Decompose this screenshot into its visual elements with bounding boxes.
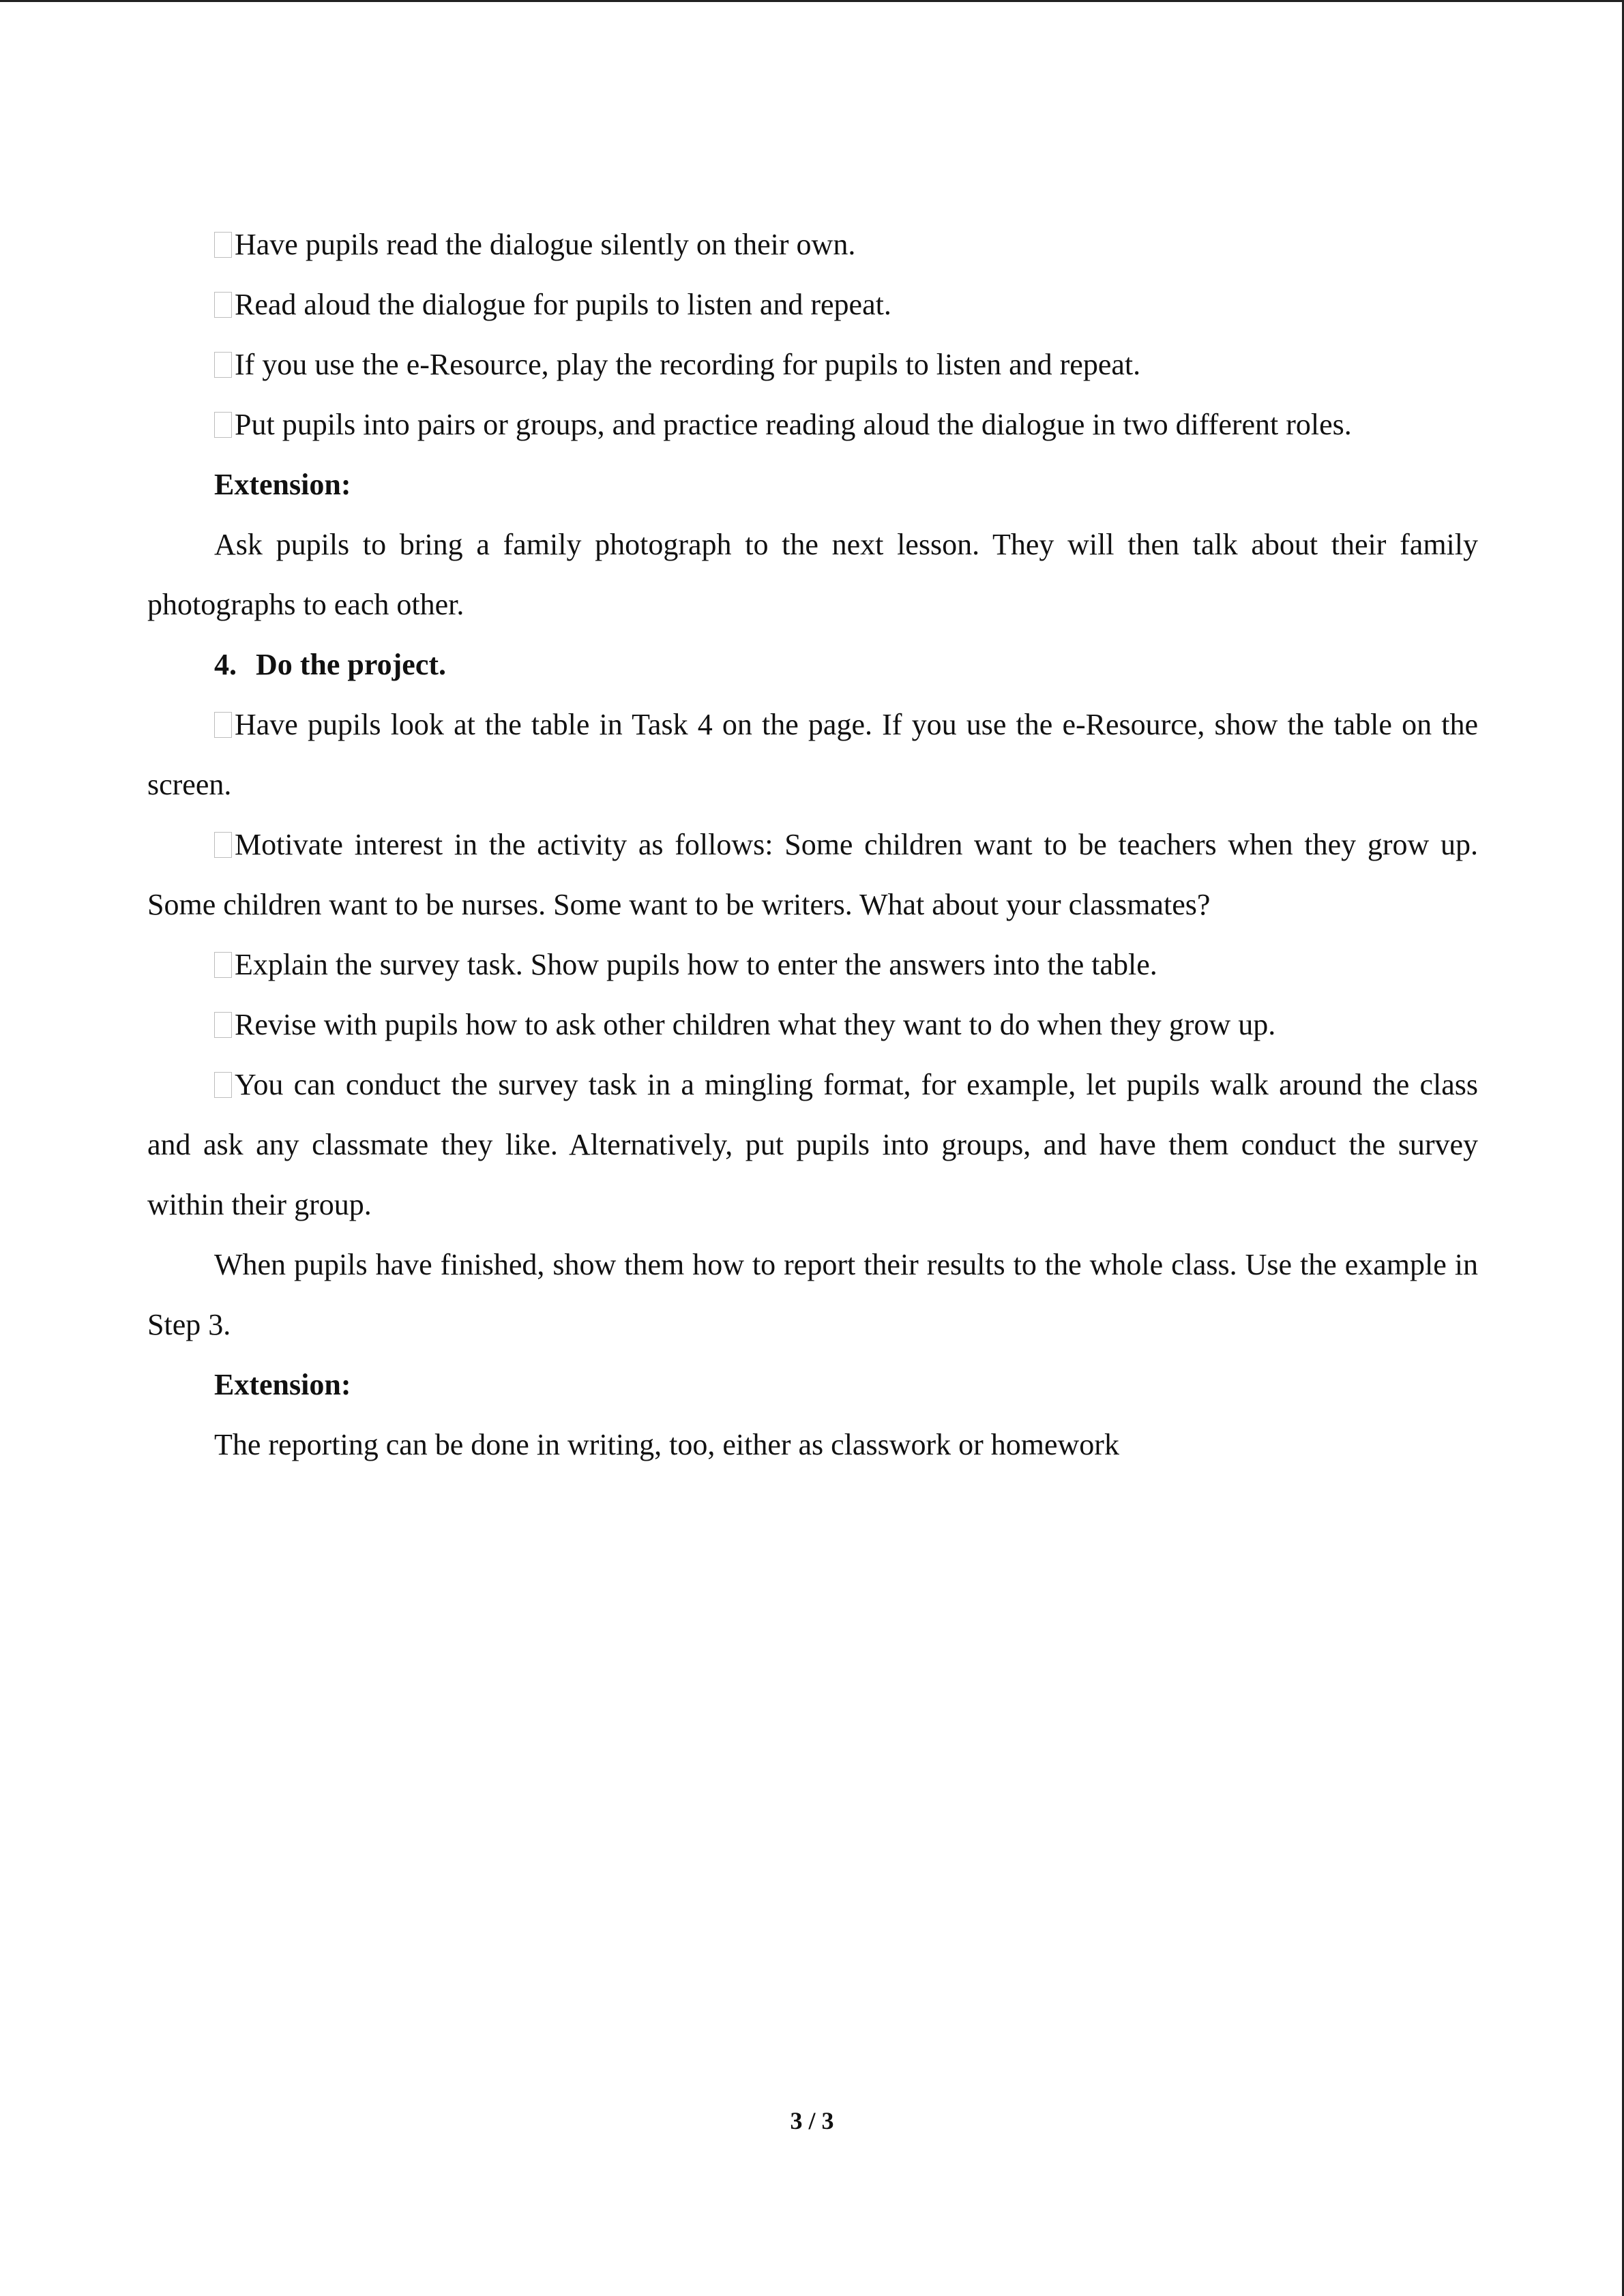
paragraph-text: Read aloud the dialogue for pupils to listen and repeat.: [235, 288, 891, 321]
extension-heading-text: Extension:: [214, 1368, 351, 1401]
paragraph-text: The reporting can be done in writing, too, either as classwork or homework: [214, 1428, 1119, 1461]
paragraph-text: Revise with pupils how to ask other children what they want to do when they grow up.: [235, 1008, 1276, 1041]
paragraph-report-results: [147, 1235, 1478, 1355]
section-number: 4.: [214, 648, 237, 681]
paragraph-text: Ask pupils to bring a family photograph to the next lesson. They will then talk about their family photographs to each other.: [147, 528, 1478, 621]
extension-heading-text: Extension:: [214, 468, 351, 501]
section-heading-do-project: [147, 635, 1478, 695]
bullet-paragraph-revise: [147, 995, 1478, 1055]
section-heading-text: Do the project.: [256, 648, 446, 681]
paragraph-text: Have pupils look at the table in Task 4 on the page. If you use the e-Resource, show the table on the screen.: [147, 708, 1478, 801]
document-body: [147, 215, 1478, 1475]
bullet-paragraph-mingling-format: [147, 1055, 1478, 1235]
missing-glyph-bullet-icon: [214, 1072, 232, 1098]
page-number: 3 / 3: [790, 2107, 834, 2134]
paragraph-text: If you use the e-Resource, play the recording for pupils to listen and repeat.: [235, 348, 1141, 381]
missing-glyph-bullet-icon: [214, 232, 232, 258]
extension-paragraph-reporting: [147, 1415, 1478, 1475]
missing-glyph-bullet-icon: [214, 952, 232, 978]
missing-glyph-bullet-icon: [214, 352, 232, 378]
bullet-paragraph-read-aloud: [147, 275, 1478, 335]
missing-glyph-bullet-icon: [214, 1012, 232, 1038]
missing-glyph-bullet-icon: [214, 292, 232, 318]
bullet-paragraph-read-silently: [147, 215, 1478, 275]
missing-glyph-bullet-icon: [214, 832, 232, 858]
extension-paragraph-family-photo: [147, 515, 1478, 635]
paragraph-text: Put pupils into pairs or groups, and practice reading aloud the dialogue in two different roles.: [235, 408, 1352, 441]
extension-heading: [147, 1355, 1478, 1415]
extension-heading: [147, 455, 1478, 515]
missing-glyph-bullet-icon: [214, 712, 232, 738]
paragraph-text: You can conduct the survey task in a mingling format, for example, let pupils walk around the class and ask any classmate they like. Alternatively, put pupils into groups, and have them conduct the survey within their group.: [147, 1068, 1478, 1221]
bullet-paragraph-motivate-interest: [147, 815, 1478, 935]
bullet-paragraph-play-recording: [147, 335, 1478, 395]
page-number-footer: [0, 2104, 1624, 2138]
bullet-paragraph-pairs-groups: [147, 395, 1478, 455]
paragraph-text: Explain the survey task. Show pupils how to enter the answers into the table.: [235, 948, 1157, 981]
bullet-paragraph-look-at-table: [147, 695, 1478, 815]
paragraph-text: When pupils have finished, show them how to report their results to the whole class. Use the example in Step 3.: [147, 1248, 1478, 1341]
bullet-paragraph-explain-survey: [147, 935, 1478, 995]
paragraph-text: Have pupils read the dialogue silently on their own.: [235, 228, 856, 261]
paragraph-text: Motivate interest in the activity as follows: Some children want to be teachers when they grow up. Some children want to be nurses. Some want to be writers. What about your classmates?: [147, 828, 1478, 921]
missing-glyph-bullet-icon: [214, 412, 232, 438]
